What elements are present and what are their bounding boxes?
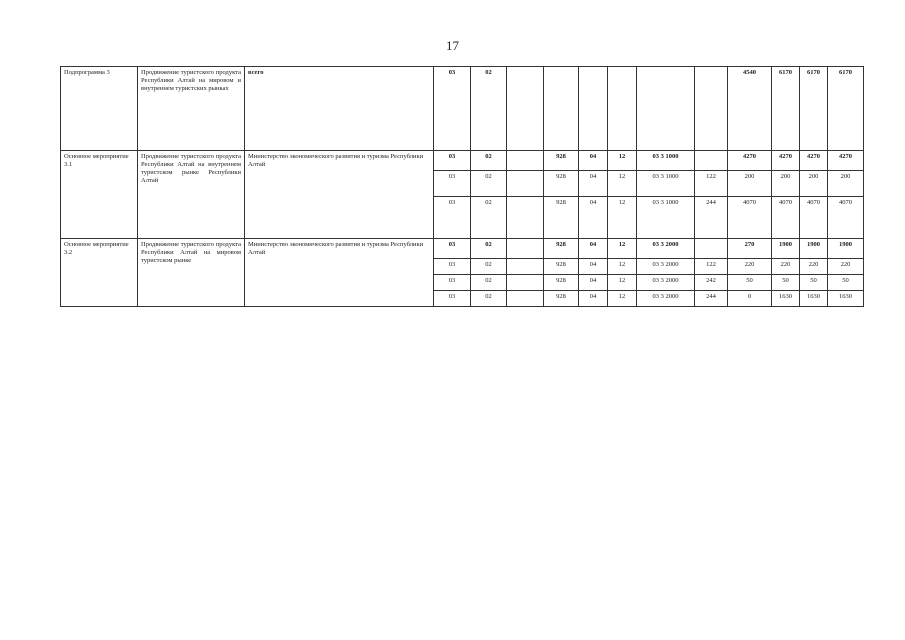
table-cell bbox=[507, 171, 544, 197]
table-cell: 200 bbox=[800, 171, 828, 197]
table-cell: 4270 bbox=[728, 151, 772, 171]
table-row bbox=[61, 151, 864, 171]
table-cell: 220 bbox=[728, 259, 772, 275]
table-cell: 220 bbox=[828, 259, 864, 275]
table-cell: 4270 bbox=[800, 151, 828, 171]
table-cell: 270 bbox=[728, 239, 772, 259]
table-cell: 03 3 1000 bbox=[637, 197, 695, 239]
table-cell: 03 3 2000 bbox=[637, 239, 695, 259]
table-cell bbox=[637, 67, 695, 151]
table-cell: 03 3 2000 bbox=[637, 291, 695, 307]
table-cell: 4270 bbox=[772, 151, 800, 171]
table-cell bbox=[507, 291, 544, 307]
table-cell: 6170 bbox=[828, 67, 864, 151]
table-cell: 4270 bbox=[828, 151, 864, 171]
row-title: Продвижение туристского продукта Республики Алтай на мировом и внутреннем туристских рынках bbox=[138, 67, 245, 151]
table-cell: 12 bbox=[608, 197, 637, 239]
table-cell: 928 bbox=[544, 197, 579, 239]
table-cell: 928 bbox=[544, 259, 579, 275]
table-cell: 02 bbox=[471, 239, 507, 259]
row-executor: Министерство экономического развития и туризма Республики Алтай bbox=[245, 151, 434, 239]
table-cell: 03 3 2000 bbox=[637, 275, 695, 291]
table-cell: 50 bbox=[800, 275, 828, 291]
row-title: Продвижение туристского продукта Республики Алтай на внутреннем туристском рынке Республики Алтай bbox=[138, 151, 245, 239]
table-cell: 1900 bbox=[772, 239, 800, 259]
table-cell: 928 bbox=[544, 239, 579, 259]
table-cell: 04 bbox=[579, 197, 608, 239]
table-cell: 1900 bbox=[800, 239, 828, 259]
table-cell: 242 bbox=[695, 275, 728, 291]
table-cell: 220 bbox=[800, 259, 828, 275]
table-cell: 03 bbox=[434, 67, 471, 151]
table-cell: 50 bbox=[828, 275, 864, 291]
table-cell: 12 bbox=[608, 171, 637, 197]
table-cell: 03 3 1000 bbox=[637, 171, 695, 197]
table-cell: 03 bbox=[434, 171, 471, 197]
table-cell: 0 bbox=[728, 291, 772, 307]
table-cell: 04 bbox=[579, 171, 608, 197]
table-cell: 1630 bbox=[800, 291, 828, 307]
table-cell bbox=[608, 67, 637, 151]
table-cell: 122 bbox=[695, 171, 728, 197]
table-cell: 04 bbox=[579, 259, 608, 275]
table-cell: 02 bbox=[471, 291, 507, 307]
row-executor: всего bbox=[245, 67, 434, 151]
table-cell: 03 3 2000 bbox=[637, 259, 695, 275]
table-cell: 1630 bbox=[828, 291, 864, 307]
table-cell: 928 bbox=[544, 151, 579, 171]
table-cell: 12 bbox=[608, 275, 637, 291]
table-cell: 03 3 1000 bbox=[637, 151, 695, 171]
table-cell: 04 bbox=[579, 275, 608, 291]
table-cell bbox=[507, 67, 544, 151]
table-row bbox=[61, 239, 864, 259]
table-cell bbox=[695, 239, 728, 259]
table-cell: 02 bbox=[471, 171, 507, 197]
table-cell: 03 bbox=[434, 275, 471, 291]
table-cell: 03 bbox=[434, 151, 471, 171]
table-cell: 6170 bbox=[772, 67, 800, 151]
table-cell: 4070 bbox=[772, 197, 800, 239]
page-number: 17 bbox=[446, 38, 459, 53]
table-cell: 1900 bbox=[828, 239, 864, 259]
table-cell: 02 bbox=[471, 197, 507, 239]
table-cell: 03 bbox=[434, 197, 471, 239]
table-cell: 12 bbox=[608, 259, 637, 275]
table-cell: 928 bbox=[544, 275, 579, 291]
table-cell: 6170 bbox=[800, 67, 828, 151]
table-cell: 200 bbox=[728, 171, 772, 197]
table-cell bbox=[507, 259, 544, 275]
table-cell: 50 bbox=[728, 275, 772, 291]
table-cell: 50 bbox=[772, 275, 800, 291]
table-cell: 03 bbox=[434, 259, 471, 275]
table-cell: 03 bbox=[434, 239, 471, 259]
table-cell: 122 bbox=[695, 259, 728, 275]
table-cell: 4070 bbox=[828, 197, 864, 239]
row-title: Продвижение туристского продукта Республики Алтай на мировом туристском рынке bbox=[138, 239, 245, 307]
table-cell: 02 bbox=[471, 259, 507, 275]
table-cell bbox=[579, 67, 608, 151]
table-cell bbox=[507, 151, 544, 171]
row-label: Основное мероприятие 3.1 bbox=[61, 151, 138, 239]
row-label: Подпрограмма 3 bbox=[61, 67, 138, 151]
table-cell: 12 bbox=[608, 151, 637, 171]
budget-table bbox=[60, 66, 864, 307]
row-executor: Министерство экономического развития и туризма Республики Алтай bbox=[245, 239, 434, 307]
table-cell: 1630 bbox=[772, 291, 800, 307]
table-cell: 02 bbox=[471, 275, 507, 291]
table-cell bbox=[507, 275, 544, 291]
table-cell bbox=[695, 67, 728, 151]
table-cell: 02 bbox=[471, 151, 507, 171]
table-cell: 12 bbox=[608, 239, 637, 259]
table-cell: 244 bbox=[695, 291, 728, 307]
table-row bbox=[61, 67, 864, 151]
table-cell: 12 bbox=[608, 291, 637, 307]
table-cell: 4070 bbox=[728, 197, 772, 239]
table-cell: 03 bbox=[434, 291, 471, 307]
table-cell: 02 bbox=[471, 67, 507, 151]
table-cell: 4070 bbox=[800, 197, 828, 239]
table-cell bbox=[507, 197, 544, 239]
table-cell bbox=[544, 67, 579, 151]
table-cell bbox=[695, 151, 728, 171]
table-cell: 244 bbox=[695, 197, 728, 239]
table-cell: 04 bbox=[579, 239, 608, 259]
table-cell: 4540 bbox=[728, 67, 772, 151]
table-cell: 220 bbox=[772, 259, 800, 275]
table-cell bbox=[507, 239, 544, 259]
table-cell: 200 bbox=[772, 171, 800, 197]
table-cell: 04 bbox=[579, 291, 608, 307]
table-cell: 928 bbox=[544, 291, 579, 307]
row-label: Основное мероприятие 3.2 bbox=[61, 239, 138, 307]
table-cell: 928 bbox=[544, 171, 579, 197]
budget-table-body bbox=[61, 67, 864, 307]
table-cell: 04 bbox=[579, 151, 608, 171]
table-cell: 200 bbox=[828, 171, 864, 197]
